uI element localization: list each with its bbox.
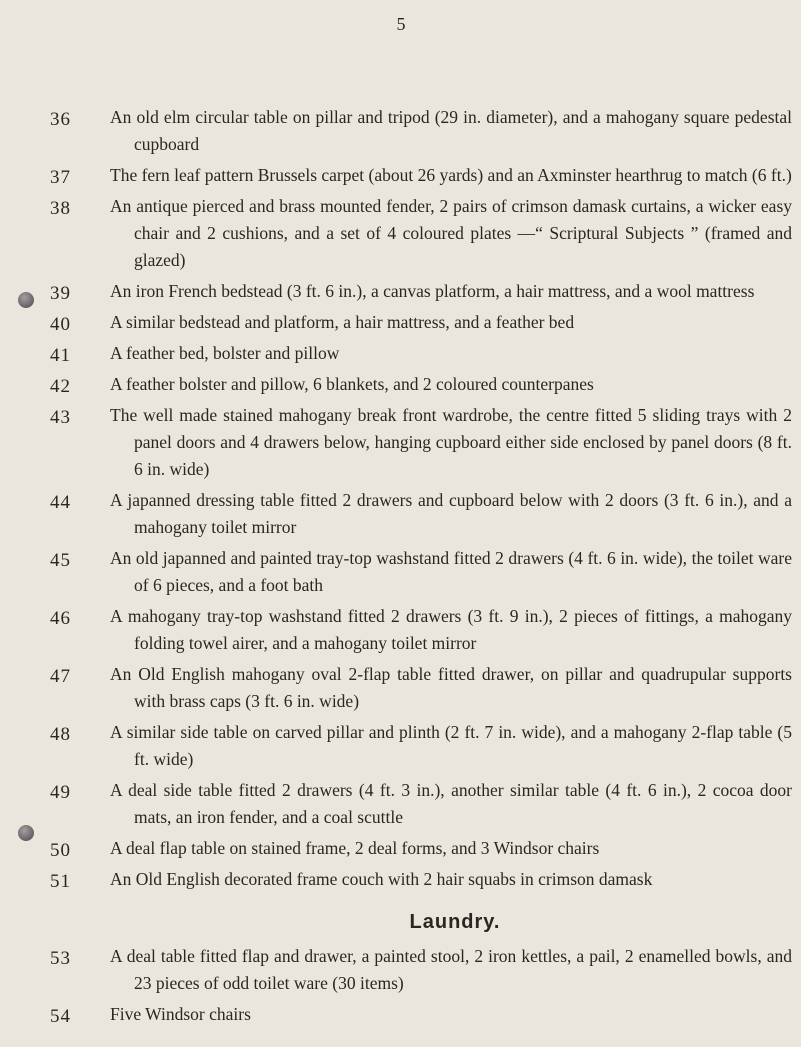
lot-number: 50 [50,840,71,861]
lot-description: A deal side table fitted 2 drawers (4 ft. 3 in.), another similar table (4 ft. 6 in.), 2 cocoa door mats, an iron fender, and a coal scuttle [110,780,792,827]
binding-hole [18,292,34,308]
lot-description: A similar side table on carved pillar and plinth (2 ft. 7 in. wide), and a mahogany 2-flap table (5 ft. wide) [110,722,792,769]
lot-number: 48 [50,724,71,745]
lot-number: 46 [50,608,71,629]
lot-description: The well made stained mahogany break front wardrobe, the centre fitted 5 sliding trays with 2 panel doors and 4 drawers below, hanging cupboard either side enclosed by panel doors (8 ft. 6 in. wide) [110,405,792,479]
lot-number: 47 [50,666,71,687]
lot-number: 45 [50,550,71,571]
section-heading: Laundry. [409,911,501,933]
lot-number: 37 [50,167,71,188]
lot-description: A feather bolster and pillow, 6 blankets, and 2 coloured counterpanes [110,374,594,394]
lot-number: 54 [50,1006,71,1027]
lot-description: A similar bedstead and platform, a hair mattress, and a feather bed [110,312,575,332]
lot-description: An old elm circular table on pillar and tripod (29 in. diameter), and a mahogany square pedestal cupboard [110,107,792,154]
page-number: 5 [396,14,406,34]
lot-number: 51 [50,871,71,892]
lot-number: 53 [50,948,71,969]
lot-number: 44 [50,492,71,513]
lot-description: A feather bed, bolster and pillow [110,343,340,363]
lot-description: An old japanned and painted tray-top washstand fitted 2 drawers (4 ft. 6 in. wide), the toilet ware of 6 pieces, and a foot bath [110,548,792,595]
lot-number: 38 [50,198,71,219]
lot-number: 39 [50,283,71,304]
lot-description: A mahogany tray-top washstand fitted 2 drawers (3 ft. 9 in.), 2 pieces of fittings, a mahogany folding towel airer, and a mahogany toilet mirror [110,606,792,653]
lot-number: 36 [50,109,71,130]
lot-number: 43 [50,407,71,428]
lot-description: An iron French bedstead (3 ft. 6 in.), a canvas platform, a hair mattress, and a wool mattress [110,281,755,301]
lot-description: A deal flap table on stained frame, 2 deal forms, and 3 Windsor chairs [110,838,600,858]
lot-description: An Old English mahogany oval 2-flap table fitted drawer, on pillar and quadrupular supports with brass caps (3 ft. 6 in. wide) [110,664,792,711]
lot-description: An antique pierced and brass mounted fender, 2 pairs of crimson damask curtains, a wicker easy chair and 2 cushions, and a set of 4 coloured plates —“ Scriptural Subjects ” (framed and glazed) [110,196,792,270]
lot-number: 42 [50,376,71,397]
lot-number: 40 [50,314,71,335]
lot-number: 41 [50,345,71,366]
lot-description: An Old English decorated frame couch with 2 hair squabs in crimson damask [110,869,653,889]
lot-number: 49 [50,782,71,803]
lot-description: Five Windsor chairs [110,1004,251,1024]
lot-description: A japanned dressing table fitted 2 drawers and cupboard below with 2 doors (3 ft. 6 in.), and a mahogany toilet mirror [110,490,792,537]
binding-hole [18,825,34,841]
lot-description: The fern leaf pattern Brussels carpet (about 26 yards) and an Axminster hearthrug to match (6 ft.) [110,165,792,185]
lot-description: A deal table fitted flap and drawer, a painted stool, 2 iron kettles, a pail, 2 enamelled bowls, and 23 pieces of odd toilet ware (30 items) [110,946,792,993]
